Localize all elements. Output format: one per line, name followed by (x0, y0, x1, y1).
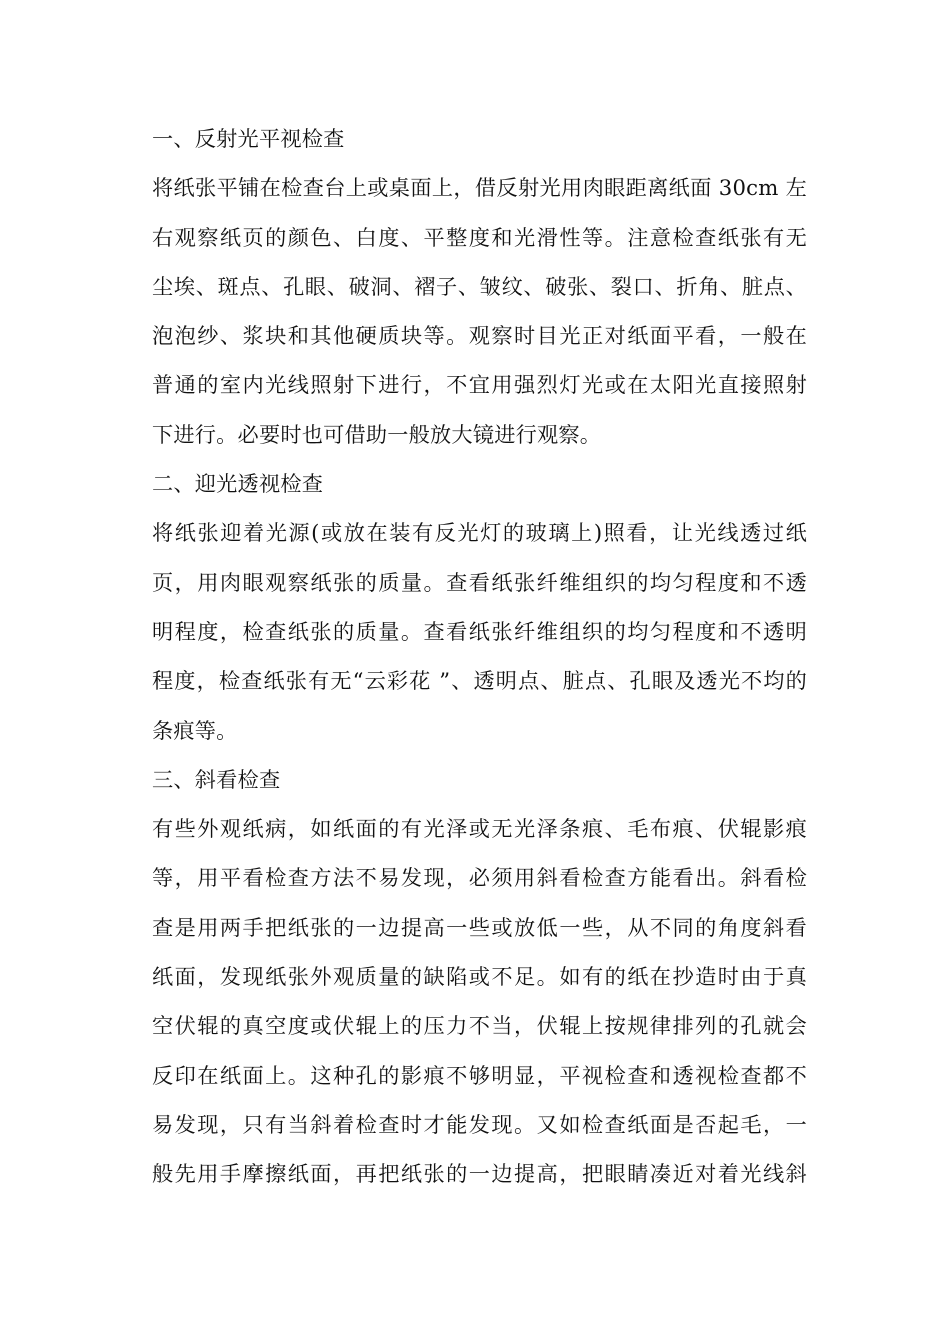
paragraph-line: 泡泡纱、浆块和其他硬质块等。观察时目光正对纸面平看，一般在 (152, 323, 807, 349)
paragraph-line: 将纸张迎着光源(或放在装有反光灯的玻璃上)照看，让光线透过纸 (152, 520, 807, 546)
document-body (152, 114, 807, 1199)
section-reflected-light-check (152, 114, 807, 459)
paragraph-line: 空伏辊的真空度或伏辊上的压力不当，伏辊上按规律排列的孔就会 (152, 1013, 807, 1039)
paragraph-line: 纸面，发现纸张外观质量的缺陷或不足。如有的纸在抄造时由于真 (152, 964, 807, 990)
section-oblique-check (152, 755, 807, 1199)
paragraph-line: 下进行。必要时也可借助一般放大镜进行观察。 (152, 421, 602, 447)
paragraph-line: 等，用平看检查方法不易发现，必须用斜看检查方能看出。斜看检 (152, 865, 807, 891)
paragraph-line: 明程度，检查纸张的质量。查看纸张纤维组织的均匀程度和不透明 (152, 618, 807, 644)
section-paragraph (152, 508, 807, 754)
paragraph-line: 查是用两手把纸张的一边提高一些或放低一些，从不同的角度斜看 (152, 914, 807, 940)
section-paragraph (152, 804, 807, 1198)
paragraph-line: 尘埃、斑点、孔眼、破洞、褶子、皱纹、破张、裂口、折角、脏点、 (152, 273, 807, 299)
paragraph-line: 条痕等。 (152, 717, 238, 743)
section-paragraph (152, 163, 807, 459)
paragraph-line: 将纸张平铺在检查台上或桌面上，借反射光用肉眼距离纸面 30cm 左 (152, 175, 807, 201)
paragraph-line: 页，用肉眼观察纸张的质量。查看纸张纤维组织的均匀程度和不透 (152, 569, 807, 595)
section-heading: 三、斜看检查 (152, 766, 281, 792)
section-heading: 二、迎光透视检查 (152, 471, 324, 497)
paragraph-line: 右观察纸页的颜色、白度、平整度和光滑性等。注意检查纸张有无 (152, 224, 807, 250)
section-heading: 一、反射光平视检查 (152, 126, 345, 151)
section-transmitted-light-check (152, 459, 807, 755)
paragraph-line: 易发现，只有当斜着检查时才能发现。又如检查纸面是否起毛，一 (152, 1111, 807, 1137)
paragraph-line: 程度，检查纸张有无“云彩花 ”、透明点、脏点、孔眼及透光不均的 (152, 668, 807, 694)
paragraph-line: 般先用手摩擦纸面，再把纸张的一边提高，把眼睛凑近对着光线斜 (152, 1161, 807, 1187)
paragraph-line: 普通的室内光线照射下进行，不宜用强烈灯光或在太阳光直接照射 (152, 372, 807, 398)
paragraph-line: 反印在纸面上。这种孔的影痕不够明显，平视检查和透视检查都不 (152, 1062, 807, 1088)
paragraph-line: 有些外观纸病，如纸面的有光泽或无光泽条痕、毛布痕、伏辊影痕 (152, 816, 807, 842)
